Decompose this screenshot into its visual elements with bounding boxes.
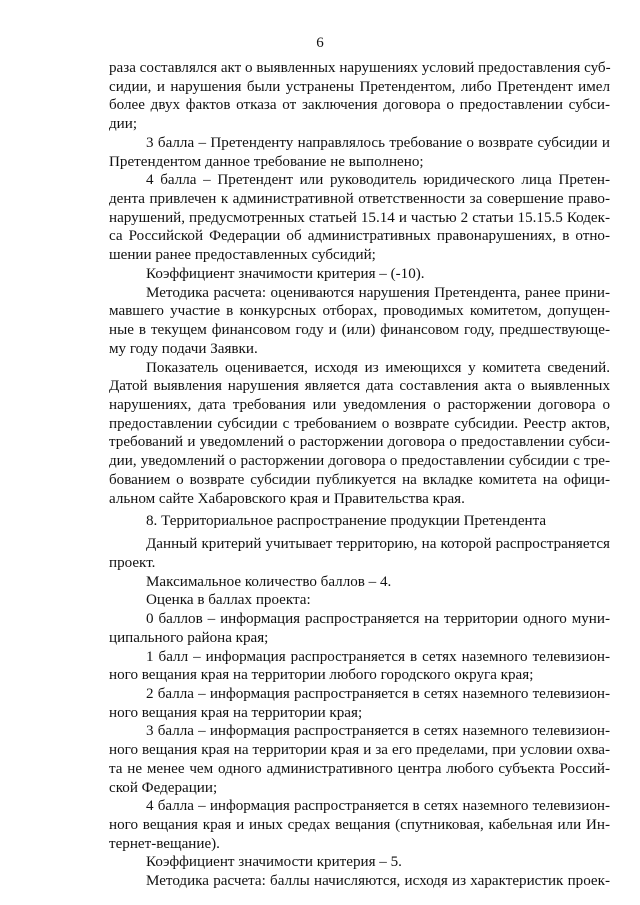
text-line: 3 балла – информация распространяется в сетях наземного телевизион- — [146, 723, 610, 740]
text-line: дента привлечен к административной ответственности за совершение право- — [109, 191, 610, 208]
text-line: бованием о возврате субсидии публикуется на вкладке комитета на офици- — [109, 471, 610, 488]
text-line: 2 балла – информация распространяется в сетях наземного телевизион- — [146, 686, 610, 702]
text-line: ного вещания края на территории края и за его пределами, при условии охва- — [109, 742, 610, 759]
text-line: та не менее чем одного административного центра любого субъекта Россий- — [109, 760, 610, 777]
text-line: ные в текущем финансовом году и (или) финансовом году, предшествующе- — [109, 322, 610, 339]
text-line: дии; — [109, 116, 138, 133]
text-line: са Российской Федерации об административных правонарушениях, в отно- — [109, 228, 610, 245]
text-line: Оценка в баллах проекта: — [146, 592, 311, 609]
text-line: Методика расчета: оцениваются нарушения Претендента, ранее прини- — [146, 284, 610, 301]
text-line: Коэффициент значимости критерия – (-10). — [146, 265, 425, 282]
paragraph — [109, 797, 610, 853]
page-number: 6 — [316, 35, 324, 51]
text-line: Коэффициент значимости критерия – 5. — [146, 854, 402, 871]
paragraph — [109, 535, 610, 572]
section-heading — [109, 508, 610, 535]
text-line: Показатель оценивается, исходя из имеющихся у комитета сведений. — [146, 359, 610, 376]
text-line: му году подачи Заявки. — [109, 340, 258, 357]
paragraph — [109, 171, 610, 265]
text-line: ного вещания края на территории края; — [109, 704, 363, 721]
text-line: предоставлении субсидии с требованием о возврате субсидии. Реестр актов, — [109, 415, 610, 432]
text-line: ного вещания края на территории любого городского округа края; — [109, 667, 534, 684]
text-line: 0 баллов – информация распространяется на территории одного муни- — [146, 611, 610, 628]
text-line: альном сайте Хабаровского края и Правительства края. — [109, 490, 465, 507]
text-line: нарушений, предусмотренных статьей 15.14 и частью 2 статьи 15.15.5 Кодек- — [109, 209, 610, 226]
text-line: тернет-вещание). — [109, 835, 220, 852]
text-line: Датой выявления нарушения является дата составления акта о выявленных — [109, 378, 610, 395]
paragraph — [109, 134, 610, 171]
paragraph — [109, 853, 610, 872]
text-line: 4 балла – информация распространяется в сетях наземного телевизион- — [146, 798, 610, 815]
text-line: 1 балл – информация распространяется в сетях наземного телевизион- — [146, 648, 610, 665]
text-line: раза составлялся акт о выявленных нарушениях условий предоставления суб- — [109, 60, 611, 76]
paragraph — [109, 610, 610, 647]
text-line: Методика расчета: баллы начисляются, исходя из характеристик проек- — [146, 873, 610, 890]
paragraph — [109, 359, 610, 509]
text-line: ципального района края; — [109, 629, 269, 646]
text-line: Претендентом данное требование не выполнено; — [109, 153, 424, 170]
paragraph — [109, 722, 610, 797]
paragraph — [109, 872, 610, 891]
paragraph — [109, 648, 610, 685]
text-line: Данный критерий учитывает территорию, на которой распространяется — [146, 536, 610, 553]
text-line: шении ранее предоставленных субсидий; — [109, 247, 376, 264]
text-line: ного вещания края и иных средах вещания (спутниковая, кабельная или Ин- — [109, 817, 610, 834]
paragraph — [109, 284, 610, 359]
text-line: мавшего участие в конкурсных отборах, проводимых комитетом, допущен- — [109, 303, 610, 320]
text-line: проект. — [109, 554, 156, 571]
paragraph — [109, 591, 610, 610]
text-line: сидии, и нарушения были устранены Претендентом, либо Претендент имел — [109, 78, 610, 95]
text-line: требований и уведомлений о расторжении договора о предоставлении субси- — [109, 434, 610, 451]
paragraph — [109, 265, 610, 284]
text-line: 3 балла – Претенденту направлялось требование о возврате субсидии и — [146, 134, 610, 151]
text-line: нарушениях, дата требования или уведомления о расторжении договора о — [109, 396, 610, 413]
text-line: Максимальное количество баллов – 4. — [146, 573, 392, 590]
paragraph — [109, 685, 610, 722]
paragraph — [109, 573, 610, 592]
paragraph — [109, 59, 610, 134]
text-line: дии, уведомлений о расторжении договора о предоставлении субсидии с тре- — [109, 453, 610, 470]
text-line: ской Федерации; — [109, 779, 218, 796]
section-title: 8. Территориальное распространение продукции Претендента — [146, 513, 547, 530]
document-body — [109, 59, 610, 891]
text-line: 4 балла – Претендент или руководитель юридического лица Претен- — [146, 172, 610, 189]
text-line: более двух фактов отказа от заключения договора о предоставлении субси- — [109, 97, 610, 114]
